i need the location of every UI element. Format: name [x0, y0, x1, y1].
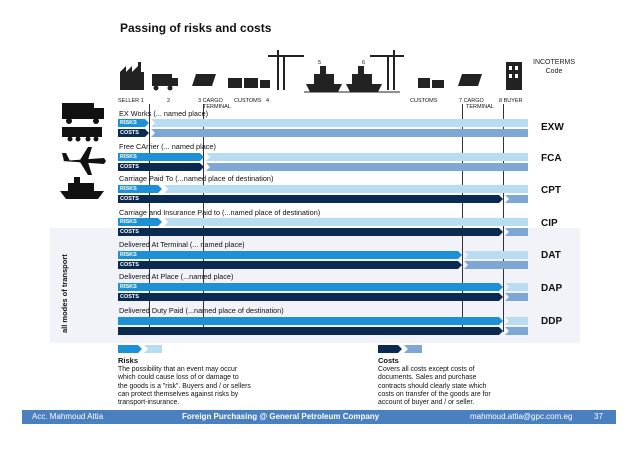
dat-risks-buyer [464, 251, 528, 259]
stage-seller-label: SELLER 1 [118, 98, 144, 104]
costs-legend-title: Costs [378, 356, 399, 365]
train-icon [62, 127, 102, 142]
costs-legend-text [378, 366, 491, 407]
fca-risks-label: RISKS [120, 154, 137, 160]
fca-risks-buyer [206, 153, 528, 161]
stage-6-label: 6 [362, 60, 366, 66]
costs-text-line: contracts should clearly state which [378, 382, 487, 390]
cpt-costs-bar [118, 195, 528, 203]
dap-risks-seller [118, 283, 503, 291]
incoterms-code-header [526, 58, 582, 76]
dat-costs-seller [118, 261, 462, 269]
footer-page-number: 37 [594, 412, 603, 421]
transport-chain-illustration [118, 40, 528, 102]
cpt-risks-label: RISKS [120, 186, 137, 192]
fca-code: FCA [541, 153, 562, 164]
stage-7-terminal-label: TERMINAL [466, 104, 494, 110]
cip-costs-label: COSTS [120, 229, 139, 235]
stage-5-label: 5 [318, 60, 322, 66]
risks-text-line: can protect themselves against risks by [118, 390, 239, 398]
cip-costs-bar [118, 228, 528, 236]
cpt-costs-seller [118, 195, 503, 203]
fca-description: Free CArrier (... named place) [119, 142, 216, 151]
ddp-costs-buyer [505, 327, 528, 335]
dat-code: DAT [541, 250, 561, 261]
dat-costs-buyer [464, 261, 528, 269]
dap-risks-label: RISKS [120, 284, 137, 290]
cip-risks-bar [118, 218, 528, 226]
ship-icon [306, 66, 342, 92]
fca-risks-bar [118, 153, 528, 161]
port-crane-icon [268, 50, 304, 90]
dat-description: Delivered At Terminal (... named place) [119, 240, 245, 249]
cpt-risks-bar [118, 185, 528, 193]
cpt-risks-buyer [164, 185, 528, 193]
risks-text-line: the goods is a "risk". Buyers and / or sellers [118, 382, 251, 390]
dat-costs-bar [118, 261, 528, 269]
stage-2-label: 2 [167, 98, 171, 104]
incoterms-label: INCOTERMS [533, 59, 575, 66]
cpt-costs-buyer [505, 195, 528, 203]
footer-title: Foreign Purchasing @ General Petroleum Company [182, 412, 380, 421]
exw-costs-buyer [151, 129, 528, 137]
footer-author: Acc. Mahmoud Attia [32, 412, 104, 421]
cip-risks-label: RISKS [120, 219, 137, 225]
costs-text-line: Covers all costs except costs of [378, 366, 475, 373]
ddp-description: Delivered Duty Paid (...named place of destination) [119, 306, 284, 315]
dap-costs-buyer [505, 293, 528, 301]
dap-code: DAP [541, 283, 563, 294]
dap-risks-buyer [505, 283, 528, 291]
dat-risks-label: RISKS [120, 252, 137, 258]
cip-costs-seller [118, 228, 503, 236]
costs-text-line: account of buyer and / or seller. [378, 399, 475, 407]
risks-text-line: transport-insurance. [118, 399, 180, 407]
cpt-description: Carriage Paid To (...named place of destination) [119, 174, 274, 183]
cpt-code: CPT [541, 185, 561, 196]
exw-description: EX Works (... named place) [119, 109, 209, 118]
page-title: Passing of risks and costs [120, 21, 272, 35]
exw-risks-bar [118, 119, 528, 127]
ship-icon [346, 66, 382, 92]
ddp-risks-bar [118, 317, 528, 325]
dap-costs-bar [118, 293, 528, 301]
dat-risks-seller [118, 251, 462, 259]
costs-text-line: documents. Sales and purchase [378, 374, 477, 382]
stage-3-label: 3 CARGO [198, 98, 223, 104]
stage-7-label: 7 CARGO [459, 98, 484, 104]
cpt-costs-label: COSTS [120, 196, 139, 202]
footer-bar [22, 410, 616, 424]
cip-description: Carriage and Insurance Paid to (...named place of destination) [119, 208, 321, 217]
dap-description: Delivered At Place (...named place) [119, 272, 234, 281]
dap-costs-seller [118, 293, 503, 301]
costs-legend-swatch [378, 345, 428, 353]
truck-icon [152, 74, 178, 91]
exw-risks-buyer [151, 119, 528, 127]
customs-export-label: CUSTOMS [234, 98, 262, 104]
risks-legend-text [118, 366, 251, 407]
fca-costs-bar [118, 163, 528, 171]
ddp-costs-bar [118, 327, 528, 335]
exw-risks-label: RISKS [120, 120, 137, 126]
customs-gate-icon [418, 78, 444, 88]
cargo-terminal-icon [192, 74, 216, 86]
ddp-risks-buyer [505, 317, 528, 325]
airplane-icon [62, 147, 106, 175]
transport-modes-icons [58, 101, 108, 201]
footer-email[interactable]: mahmoud.attia@gpc.com.eg [470, 412, 573, 421]
costs-text-line: costs on transfer of the goods are for [378, 390, 491, 398]
ddp-costs-seller [118, 327, 503, 335]
exw-code: EXW [541, 122, 564, 133]
ddp-code: DDP [541, 316, 563, 327]
fca-costs-label: COSTS [120, 164, 139, 170]
dat-risks-bar [118, 251, 528, 259]
seller-factory-icon [120, 62, 144, 90]
customs-import-label: CUSTOMS [410, 98, 438, 104]
truck-icon [62, 103, 104, 124]
exw-costs-bar [118, 129, 528, 137]
risks-text-line: which could cause loss of or damage to [118, 374, 239, 382]
stage-3-terminal-label: TERMINAL [203, 104, 231, 110]
fca-costs-buyer [206, 163, 528, 171]
stage-4-label: 4 [266, 98, 270, 104]
cip-costs-buyer [505, 228, 528, 236]
dat-costs-label: COSTS [120, 262, 139, 268]
risks-legend-swatch [118, 345, 168, 353]
risks-text-line: The possibility that an event may occur [118, 366, 238, 373]
all-modes-sidebar-label: all modes of transport [60, 254, 69, 333]
dap-risks-bar [118, 283, 528, 291]
code-label: Code [545, 68, 563, 75]
buyer-building-icon [506, 62, 522, 90]
dap-costs-label: COSTS [120, 294, 139, 300]
cip-code: CIP [541, 218, 558, 229]
ship-icon [60, 177, 104, 199]
ddp-risks-seller [118, 317, 503, 325]
customs-gate-icon [228, 78, 270, 88]
stage-buyer-label: 8 BUYER [499, 98, 523, 104]
cip-risks-buyer [164, 218, 528, 226]
cargo-terminal-icon [458, 74, 482, 86]
exw-costs-label: COSTS [120, 130, 139, 136]
risks-legend-title: Risks [118, 356, 139, 365]
